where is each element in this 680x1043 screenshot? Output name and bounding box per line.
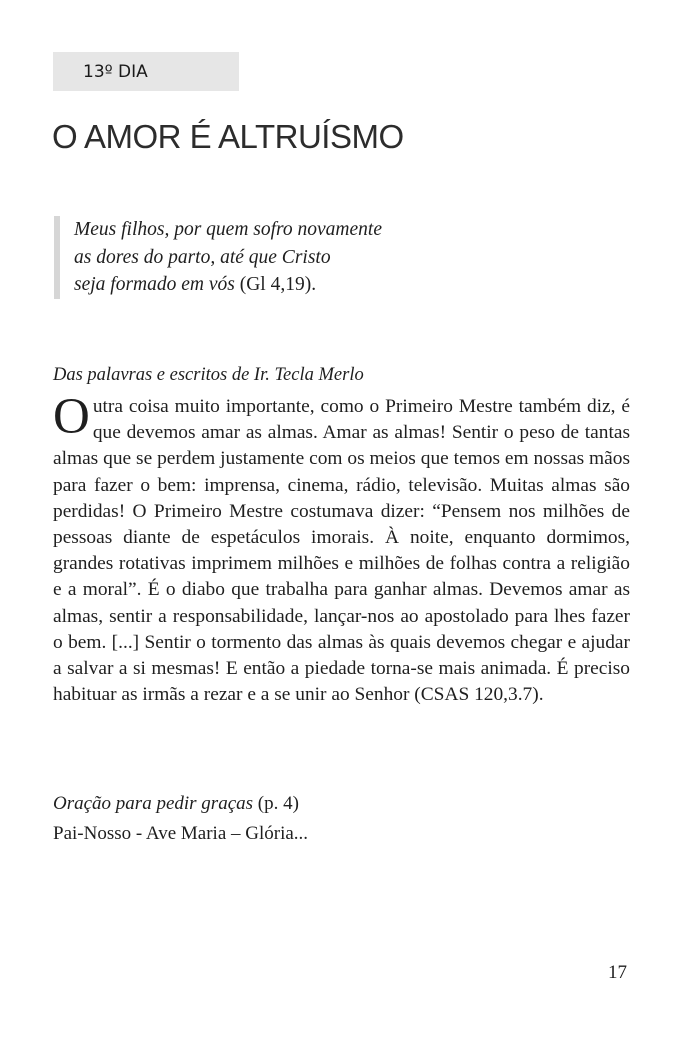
prayer-list: Pai-Nosso - Ave Maria – Glória...: [53, 823, 309, 844]
epigraph-line-text: seja formado em vós: [74, 274, 235, 295]
epigraph-quote: [54, 216, 382, 299]
body-text: utra coisa muito importante, como o Primeiro Mestre também diz, é que devemos amar as almas. Amar as almas! Sentir o peso de tantas almas que se perdem justamente com os meios que temos em nossas mãos para fazer o bem: imprensa, cinema, rádio, televisão. Muitas almas são perdidas! O Primeiro Mestre costumava dizer: “Pensem nos milhões de pessoas diante de espetáculos imorais. À noite, enquanto dormimos, grandes rotativas imprimem milhões e milhões de folhas contra a religião e a moral”. É o diabo que trabalha para ganhar almas. Devemos amar as almas, sentir a responsabilidade, lançar-nos ao apostolado para lhes fazer o bem. [...] Sentir o tormento das almas às quais devemos chegar e ajudar a salvar a si mesmas! E então a piedade torna-se mais animada. É preciso habituar as irmãs a rezar e a se unir ao Senhor (CSAS 120,3.7).: [53, 396, 630, 706]
source-attribution: Das palavras e escritos de Ir. Tecla Merlo: [53, 365, 364, 385]
prayer-page-ref: (p. 4): [253, 793, 299, 814]
day-label: 13º DIA: [83, 61, 148, 82]
epigraph-line: as dores do parto, até que Cristo: [74, 246, 331, 268]
prayer-label: Oração para pedir graças: [53, 793, 254, 814]
page-number: 17: [608, 962, 627, 983]
epigraph-reference: (Gl 4,19).: [234, 274, 317, 295]
body-paragraph: [53, 389, 630, 708]
prayer-section: [53, 790, 308, 848]
drop-cap: O: [53, 389, 90, 445]
epigraph-line: Meus filhos, por quem sofro novamente: [74, 219, 382, 240]
day-badge: [53, 52, 239, 91]
epigraph-line: [74, 271, 382, 299]
chapter-title: O AMOR É ALTRUÍSMO: [52, 118, 404, 155]
